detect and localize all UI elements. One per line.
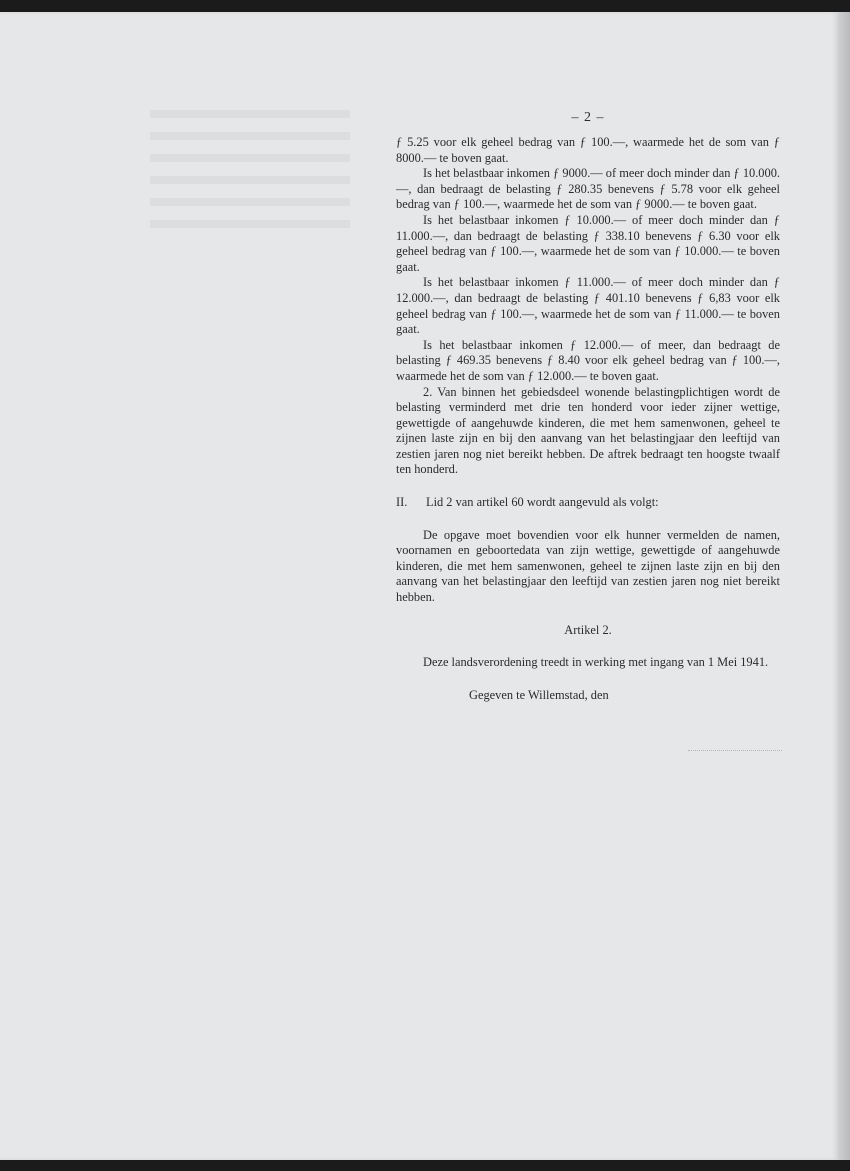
article-heading: Artikel 2. — [564, 622, 612, 637]
page-number: – 2 – — [571, 110, 605, 125]
paragraph-bracket-10000: Is het belastbaar inkomen ƒ 10.000.— of meer doch minder dan ƒ 11.000.—, dan bedraagt de belasting ƒ 338.10 benevens ƒ 6.30 voor elk geheel bedrag van ƒ 100.—, waarmede het de som van ƒ 10.000.— te boven gaat. — [396, 212, 780, 274]
paragraph-bracket-9000: Is het belastbaar inkomen ƒ 9000.— of meer doch minder dan ƒ 10.000.—, dan bedraagt de belasting ƒ 280.35 benevens ƒ 5.78 voor elk geheel bedrag van ƒ 100.—, waarmede het de som van ƒ 9000.— te boven gaat. — [396, 166, 780, 212]
paragraph-lid-2: 2. Van binnen het gebiedsdeel wonende belastingplichtigen wordt de belasting verminderd met drie ten honderd voor ieder zijner wettige, gewettigde of aangehuwde kinderen, die met hem samenwonen, geheel te zijnen laste zijn en bij den aanvang van het belastingjaar den leeftijd van zestien jaren nog niet bereikt hebben. De aftrek bedraagt ten hoogste twaalf ten honderd. — [396, 384, 780, 477]
page-edge — [838, 12, 850, 1160]
document-page — [0, 12, 838, 1160]
paragraph-opgave: De opgave moet bovendien voor elk hunner vermelden de namen, voornamen en geboortedata van zijn wettige, gewettigde of aangehuwde kinderen, die met hem samenwonen, geheel te zijnen laste zijn en bij den aanvang van het belastingjaar den leeftijd van zestien jaren nog niet bereikt hebben. — [396, 527, 780, 605]
section-ii-number: II. — [396, 495, 408, 510]
document-body — [396, 135, 780, 703]
reverse-side-bleed — [150, 110, 350, 230]
signature-line: Gegeven te Willemstad, den — [469, 687, 609, 702]
section-ii — [396, 495, 780, 511]
paragraph-inwerkingtreding: Deze landsverordening treedt in werking met ingang van 1 Mei 1941. — [423, 655, 769, 670]
faint-signature-marks — [688, 736, 782, 751]
paragraph-continuation: ƒ 5.25 voor elk geheel bedrag van ƒ 100.—, waarmede het de som van ƒ 8000.— te boven gaat. — [396, 135, 780, 165]
section-ii-text: Lid 2 van artikel 60 wordt aangevuld als volgt: — [426, 495, 659, 510]
paragraph-bracket-12000: Is het belastbaar inkomen ƒ 12.000.— of meer, dan bedraagt de belasting ƒ 469.35 benevens ƒ 8.40 voor elk geheel bedrag van ƒ 100.—, waarmede het de som van ƒ 12.000.— te boven gaat. — [396, 337, 780, 383]
paragraph-bracket-11000: Is het belastbaar inkomen ƒ 11.000.— of meer doch minder dan ƒ 12.000.—, dan bedraagt de belasting ƒ 401.10 benevens ƒ 6,83 voor elk geheel bedrag van ƒ 100.—, waarmede het de som van ƒ 11.000.— te boven gaat. — [396, 275, 780, 337]
